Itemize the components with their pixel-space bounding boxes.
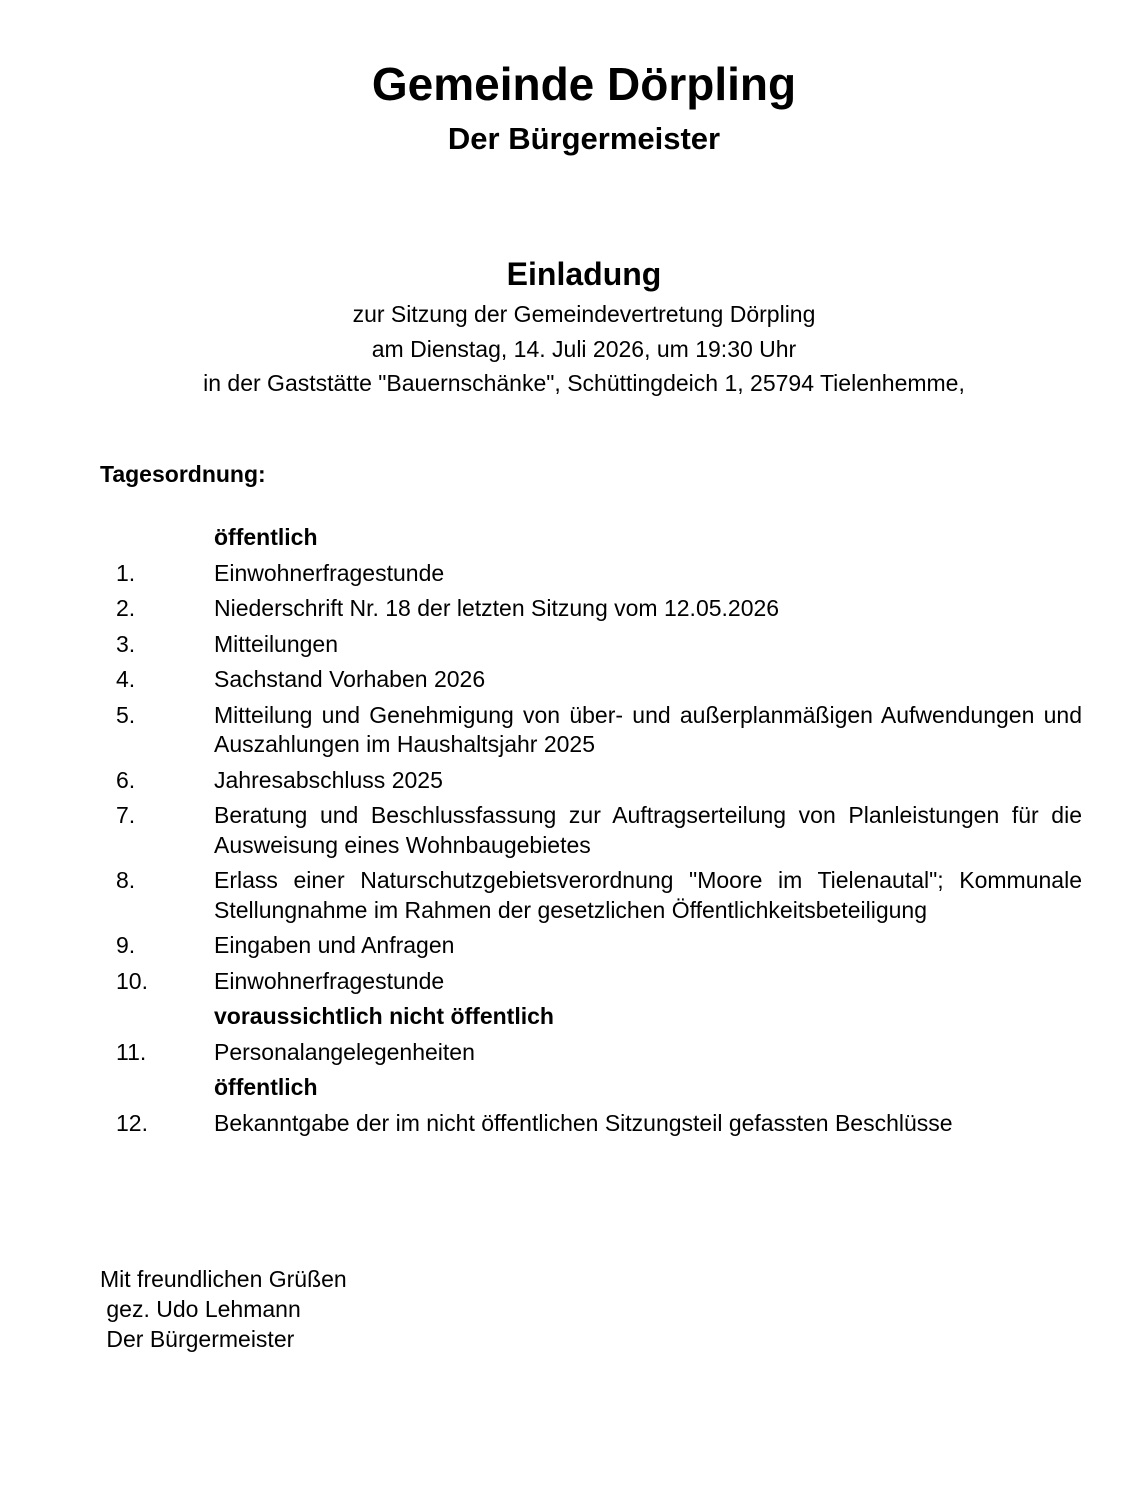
- agenda-item-number: 11.: [116, 1038, 147, 1065]
- agenda-item-text: Sachstand Vorhaben 2026: [214, 666, 486, 692]
- agenda-item-number: 6.: [116, 766, 136, 793]
- agenda-item-text: Mitteilungen: [214, 630, 339, 657]
- agenda-item: [100, 801, 1082, 860]
- invitation-line-location: in der Gaststätte "Bauernschänke", Schüttingdeich 1, 25794 Tielenhemme,: [203, 370, 965, 396]
- agenda-item: [100, 594, 1082, 624]
- agenda-item: [100, 967, 1082, 997]
- agenda-item-number: 5.: [116, 701, 136, 728]
- agenda-item: [100, 1038, 1082, 1068]
- agenda-item-number: 10.: [116, 967, 148, 994]
- agenda-item-number: 7.: [116, 802, 136, 828]
- agenda-item-number: 9.: [116, 932, 136, 958]
- organization-title: Gemeinde Dörpling: [371, 58, 797, 110]
- agenda-heading: Tagesordnung:: [100, 461, 266, 487]
- agenda-item-number: 2.: [116, 595, 136, 621]
- agenda-item-text: Erlass einer Naturschutzgebietsverordnung "Moore im Tielenautal"; Kommunale Stellungnahme im Rahmen der gesetzlichen Öffentlichkeitsbeteiligung: [214, 867, 1082, 923]
- agenda-item: [100, 701, 1082, 760]
- agenda-item-number: 12.: [116, 1109, 148, 1136]
- invitation-line-date: am Dienstag, 14. Juli 2026, um 19:30 Uhr: [371, 336, 797, 362]
- agenda-item: [100, 766, 1082, 796]
- agenda-item: [100, 1109, 1082, 1139]
- agenda-item: [100, 665, 1082, 695]
- closing-signature: gez. Udo Lehmann: [100, 1296, 301, 1322]
- agenda-section-public: [100, 523, 1082, 553]
- agenda-item-number: 1.: [116, 559, 136, 586]
- agenda-item-text: Einwohnerfragestunde: [214, 559, 445, 586]
- agenda-item-number: 3.: [116, 630, 136, 657]
- agenda-item-text: Jahresabschluss 2025: [214, 766, 443, 793]
- section-label: öffentlich: [214, 524, 318, 550]
- agenda-item-text: Bekanntgabe der im nicht öffentlichen Sitzungsteil gefassten Beschlüsse: [214, 1109, 953, 1136]
- agenda-item-text: Mitteilung und Genehmigung von über- und außerplanmäßigen Aufwendungen und Auszahlungen im Haushaltsjahr 2025: [214, 701, 1082, 757]
- closing-block: [100, 1264, 347, 1354]
- section-label: öffentlich: [214, 1074, 318, 1100]
- agenda-item-text: Einwohnerfragestunde: [214, 967, 445, 994]
- agenda-section-nonpublic: [100, 1002, 1082, 1032]
- agenda-item: [100, 630, 1082, 660]
- invitation-line-meeting: zur Sitzung der Gemeindevertretung Dörpling: [352, 301, 816, 327]
- agenda-item: [100, 559, 1082, 589]
- agenda-item-text: Eingaben und Anfragen: [214, 932, 455, 958]
- closing-role: Der Bürgermeister: [100, 1326, 295, 1352]
- section-label: voraussichtlich nicht öffentlich: [214, 1003, 554, 1029]
- agenda-item-number: 8.: [116, 867, 136, 893]
- agenda-item: [100, 866, 1082, 925]
- closing-greeting: Mit freundlichen Grüßen: [100, 1266, 347, 1292]
- agenda-item: [100, 931, 1082, 961]
- organization-subtitle: Der Bürgermeister: [447, 121, 721, 156]
- agenda-list: [100, 523, 1082, 1144]
- agenda-section-public-again: [100, 1073, 1082, 1103]
- agenda-item-text: Beratung und Beschlussfassung zur Auftragserteilung von Planleistungen für die Ausweisung eines Wohnbaugebietes: [214, 802, 1082, 858]
- agenda-item-number: 4.: [116, 666, 136, 692]
- invitation-title: Einladung: [506, 256, 662, 292]
- agenda-item-text: Personalangelegenheiten: [214, 1038, 475, 1065]
- agenda-item-text: Niederschrift Nr. 18 der letzten Sitzung vom 12.05.2026: [214, 595, 780, 621]
